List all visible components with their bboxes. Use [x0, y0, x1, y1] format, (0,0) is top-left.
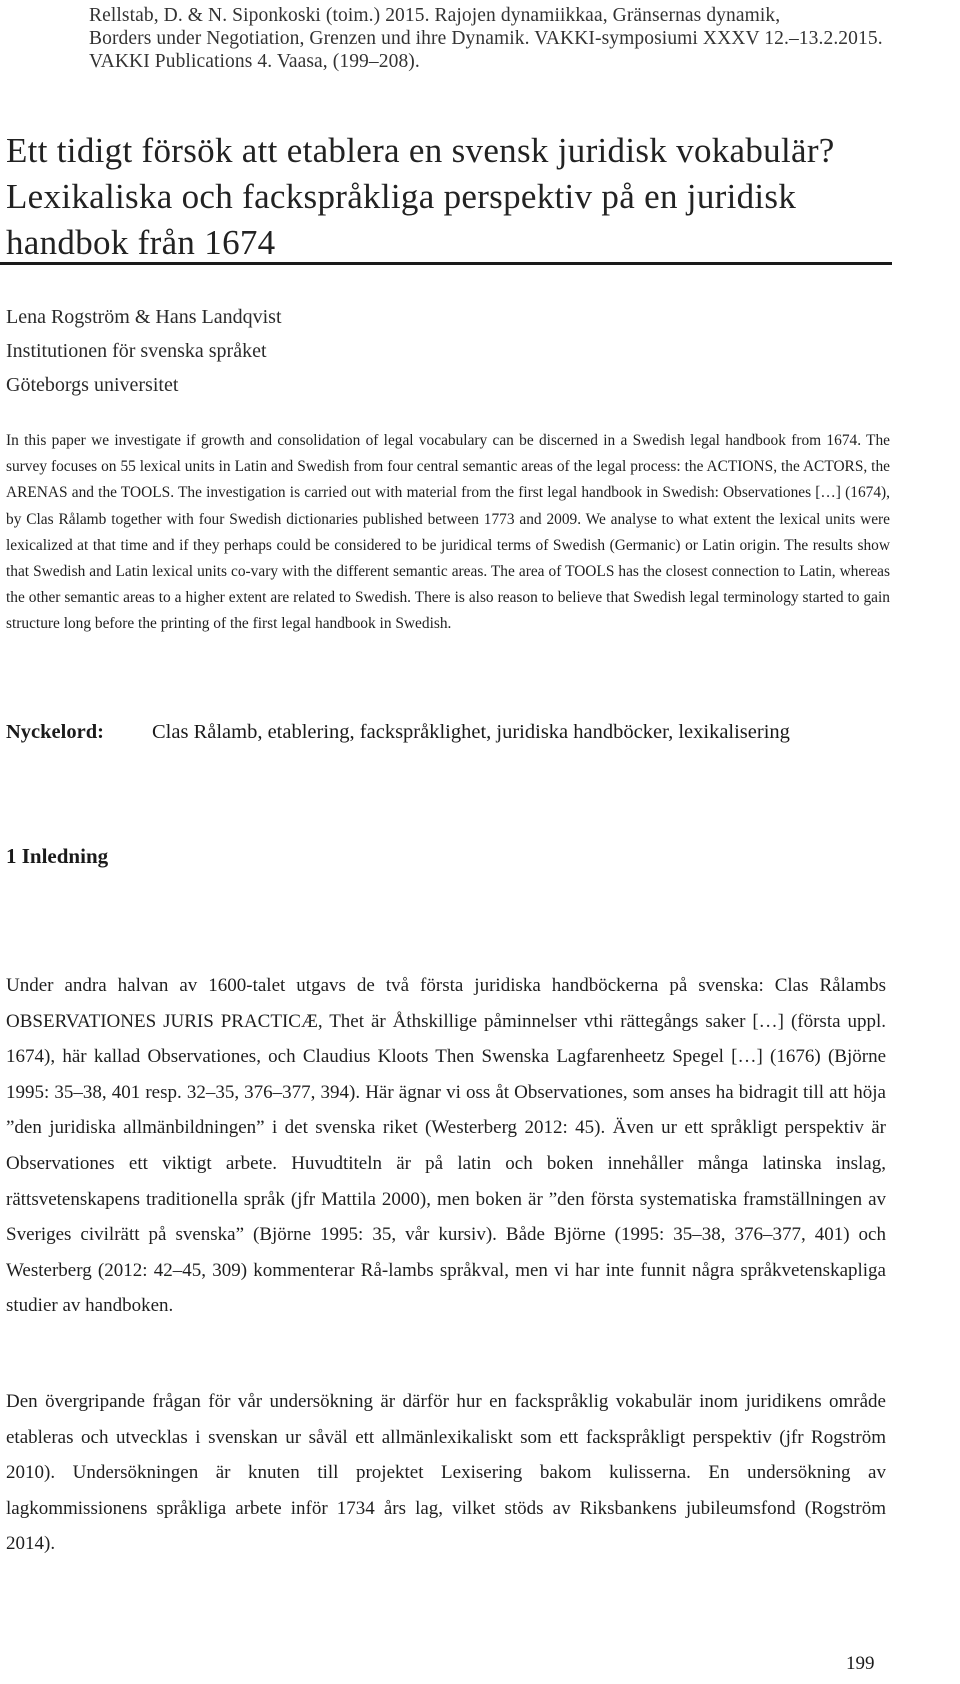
author-university: Göteborgs universitet: [6, 374, 179, 396]
keywords-text: Clas Rålamb, etablering, fackspråklighet, juridiska handböcker, lexikalisering: [152, 721, 790, 743]
paragraph-text: Under andra halvan av 1600-talet utgavs de två första juridiska handböckerna på svenska: Clas Rålambs OBSERVATIONES JURIS PRACTICÆ, Thet är Åthskillige påminnelser vthi rättegångs saker […] (första uppl. 1674), här kallad Observationes, och Claudius Kloots Then Swenska Lagfarenheetz Spegel […] (1676) (Björne 1995: 35–38, 401 resp. 32–35, 376–377, 394). Här ägnar vi oss åt Observationes, som anses ha bidragit till att höja ”den juridiska allmänbildningen” i det svenska riket (Westerberg 2012: 45). Även ur ett språkligt perspektiv är Observationes ett viktigt arbete. Huvudtiteln är på latin och boken innehåller många latinska inslag, rättsvetenskapens traditionella språk (jfr Mattila 2000), men boken är ”den första systematiska framställningen av Sveriges civilrätt på svenska” (Björne 1995: 35, vår kursiv). Både Björne (1995: 35–38, 376–377, 401) och Westerberg (2012: 42–45, 309) kommenterar Rå-lambs språkval, men vi har inte funnit några språkvetenskapliga studier av handboken.: [6, 975, 886, 1317]
paragraph-text: Den övergripande frågan för vår undersökning är därför hur en fackspråklig vokabulär inom juridikens område etableras och utvecklas i svenskan ur såväl ett allmänlexikaliskt som ett fackspråkligt perspektiv (jfr Rogström 2010). Undersökningen är knuten till projektet Lexisering bakom kulisserna. En undersökning av lagkommissionens språkliga arbete inför 1734 års lag, vilket stöds av Riksbankens jubileumsfond (Rogström 2014).: [6, 1391, 886, 1555]
author-institution: Institutionen för svenska språket: [6, 340, 267, 362]
citation-line-1: Rellstab, D. & N. Siponkoski (toim.) 2015. Rajojen dynamiikkaa, Gränsernas dynamik,: [89, 5, 781, 26]
abstract-text: In this paper we investigate if growth and consolidation of legal vocabulary can be discerned in a Swedish legal handbook from 1674. The survey focuses on 55 lexical units in Latin and Swedish from four central semantic areas of the legal process: the ACTIONS, the ACTORS, the ARENAS and the TOOLS. The investigation is carried out with material from the first legal handbook in Swedish: Observationes […] (1674), by Clas Rålamb together with four Swedish dictionaries published between 1773 and 2009. We analyse to what extent the lexical units were lexicalized at that time and if they perhaps could be considered to be juridical terms of Swedish (Germanic) or Latin origin. The results show that Swedish and Latin lexical units co-vary with the different semantic areas. The area of TOOLS has the closest connection to Latin, whereas the other semantic areas to a higher extent are related to Swedish. There is also reason to believe that Swedish legal terminology started to gain structure long before the printing of the first legal handbook in Swedish.: [6, 432, 890, 633]
body-paragraph-2: [6, 1384, 886, 1562]
author-names: Lena Rogström & Hans Landqvist: [6, 306, 282, 328]
citation-header: [89, 4, 889, 73]
author-block: [6, 300, 282, 402]
body-paragraph-1: [6, 968, 886, 1324]
title-divider: [0, 262, 892, 265]
citation-line-3: VAKKI Publications 4. Vaasa, (199–208).: [89, 51, 420, 72]
article-title: Ett tidigt försök att etablera en svensk juridisk vokabulär? Lexikaliska och fackspråkliga perspektiv på en juridisk handbok från 1674: [6, 131, 835, 262]
abstract: [6, 428, 890, 638]
page-number: 199: [846, 1653, 875, 1674]
section-heading: 1 Inledning: [6, 844, 109, 868]
keywords-label: Nyckelord:: [6, 721, 104, 743]
citation-line-2: Borders under Negotiation, Grenzen und ihre Dynamik. VAKKI-symposiumi XXXV 12.–13.2.2015.: [89, 28, 883, 49]
